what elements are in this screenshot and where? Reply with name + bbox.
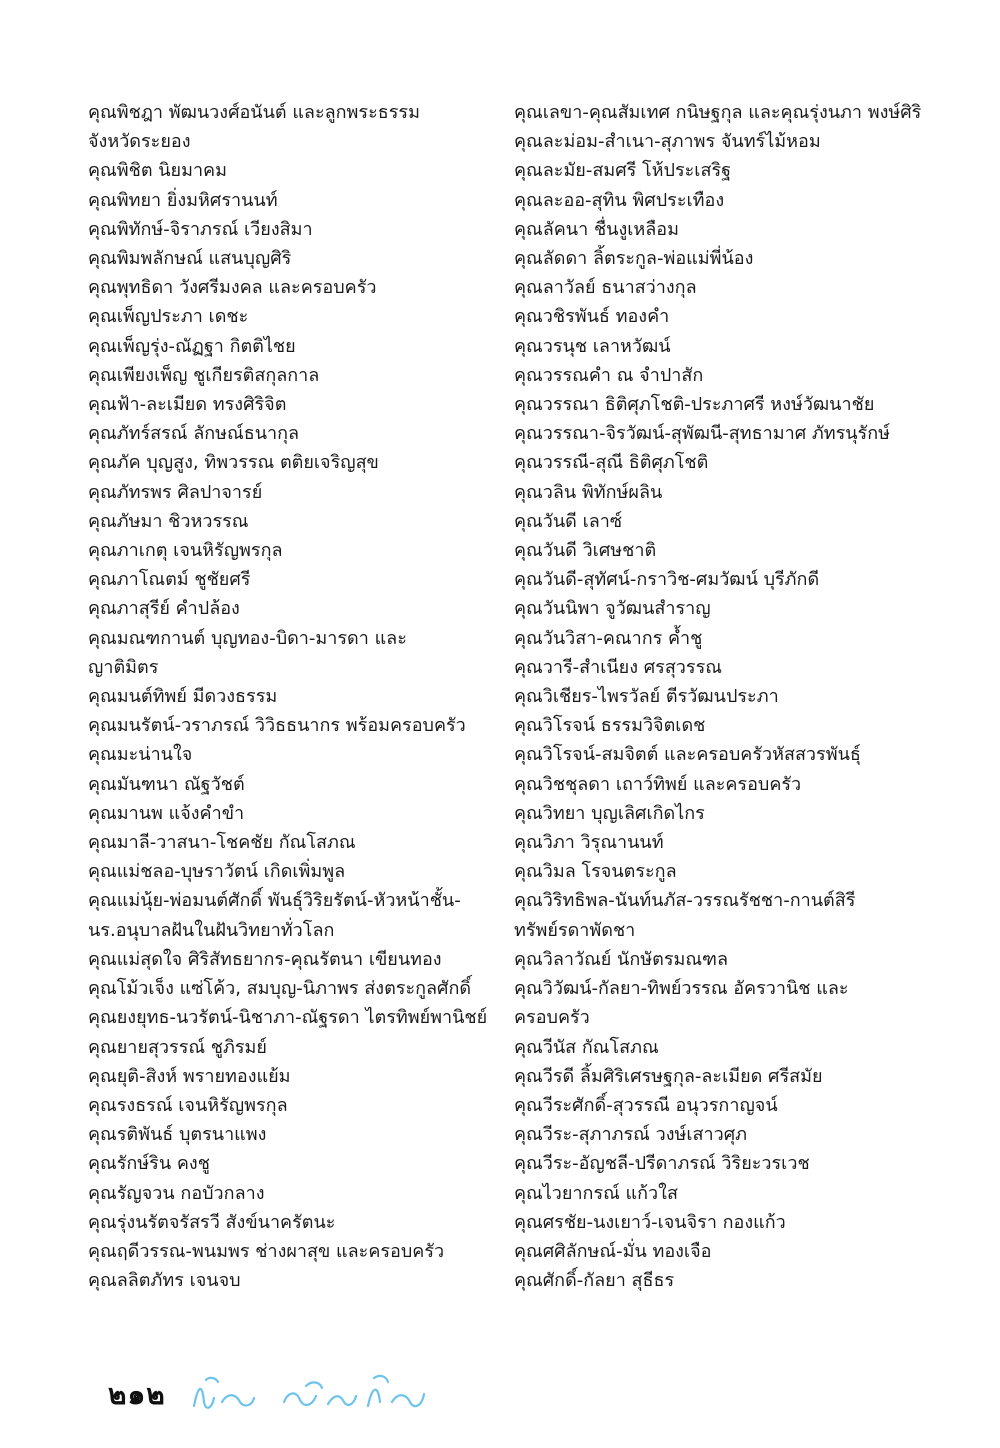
donor-entry: คุณพุทธิดา วังศรีมงคล และครอบครัว — [88, 277, 377, 299]
donor-entry: คุณรัญจวน กอบัวกลาง — [88, 1182, 265, 1204]
donor-entry: คุณลาวัลย์ ธนาสว่างกุล — [514, 277, 697, 299]
donor-entry: คุณวรรณา-จิรวัฒน์-สุพัฒนี-สุทธามาศ ภัทรนุรักษ์ — [514, 423, 890, 445]
donor-entry: คุณวชิรพันธ์ ทองคำ — [514, 306, 670, 328]
donor-entry: คุณวิชชุลดา เถาว์ทิพย์ และครอบครัว — [514, 773, 802, 795]
donor-entry: คุณวิโรจน์-สมจิตต์ และครอบครัวหัสสวรพันธุ์ — [514, 744, 861, 766]
donor-entry: คุณรักษ์ริน คงชู — [88, 1153, 210, 1175]
donor-entry: คุณวีระศักดิ์-สุวรรณี อนุวรกาญจน์ — [514, 1094, 778, 1116]
donor-entry: คุณวันวิสา-คณากร ค้ำชู — [514, 627, 703, 649]
donor-entry: คุณวิภา วิรุณานนท์ — [514, 832, 664, 854]
donor-entry: คุณเลขา-คุณสัมเทศ กนิษฐกุล และคุณรุ่งนภา พงษ์ศิริ — [514, 102, 922, 123]
donor-entry: คุณละออ-สุทิน พิศประเทือง — [514, 189, 725, 211]
donor-entry: ครอบครัว — [514, 1007, 590, 1029]
donor-entry: คุณวีรดี ลิ้มศิริเศรษฐกุล-ละเมียด ศรีสมัย — [514, 1065, 823, 1087]
donor-entry: คุณวีนัส กัณโสภณ — [514, 1036, 659, 1058]
donor-entry: คุณยงยุทธ-นวรัตน์-นิชาภา-ณัฐรดา ไตรทิพย์พานิชย์ — [88, 1007, 488, 1029]
donor-entry: คุณภัค บุญสูง, ทิพวรรณ ตติยเจริญสุข — [88, 452, 379, 474]
donor-entry: คุณวิมล โรจนตระกูล — [514, 861, 677, 883]
donor-entry: คุณแม่ชลอ-บุษราวัตน์ เกิดเพิ่มพูล — [88, 861, 346, 883]
donor-entry: คุณวารี-สำเนียง ศรสุวรรณ — [514, 656, 722, 678]
donor-entry: คุณวิวัฒน์-กัลยา-ทิพย์วรรณ อัครวานิช และ — [514, 978, 849, 1000]
donor-entry: คุณวิริทธิพล-นันท์นภัส-วรรณรัชชา-กานต์สิรี — [514, 890, 856, 912]
donor-entry: คุณวรรณี-สุณี ธิติศุภโชติ — [514, 452, 709, 474]
donor-entry: คุณศรชัย-นงเยาว์-เจนจิรา กองแก้ว — [514, 1211, 786, 1233]
donor-entry: คุณมะน่านใจ — [88, 744, 193, 766]
donor-list-left — [88, 98, 508, 1295]
donor-entry: คุณวรรณา ธิติศุภโชติ-ประภาศรี หงษ์วัฒนาชัย — [514, 394, 875, 416]
donor-entry: คุณวันดี-สุทัศน์-กราวิช-ศมวัฒน์ บุรีภักดี — [514, 569, 820, 591]
donor-entry: คุณวรนุช เลาหวัฒน์ — [514, 335, 671, 357]
donor-entry: คุณวรรณคำ ณ จำปาสัก — [514, 364, 704, 386]
donor-entry: คุณลัดดา ลิ้ตระกูล-พ่อแม่พี่น้อง — [514, 248, 754, 270]
donor-entry: คุณศศิลักษณ์-มั่น ทองเจือ — [514, 1240, 712, 1262]
donor-entry: คุณเพ็ญรุ่ง-ณัฏฐา กิตติไชย — [88, 335, 296, 357]
donor-entry: คุณละม่อม-สำเนา-สุภาพร จันทร์ไม้หอม — [514, 131, 821, 153]
donor-entry: คุณวันดี วิเศษชาติ — [514, 540, 657, 562]
donor-entry: คุณยุติ-สิงห์ พรายทองแย้ม — [88, 1065, 291, 1087]
donor-entry: คุณพิทักษ์-จิราภรณ์ เวียงสิมา — [88, 218, 313, 240]
donor-entry: คุณมนรัตน์-วราภรณ์ วิวิธธนากร พร้อมครอบครัว — [88, 715, 466, 737]
donor-entry: คุณพิชิต นิยมาคม — [88, 160, 227, 182]
donor-entry: คุณวิทยา บุญเลิศเกิดไกร — [514, 802, 705, 824]
page-number: ๒๑๒ — [108, 1378, 166, 1411]
donor-entry: คุณวิเชียร-ไพรวัลย์ ตีรวัฒนประภา — [514, 686, 779, 708]
book-title-logo — [188, 1372, 428, 1418]
donor-entry: คุณวลิน พิทักษ์ผลิน — [514, 481, 663, 503]
donor-list-right — [514, 98, 984, 1295]
donor-entry: คุณมานพ แจ้งคำขำ — [88, 802, 245, 824]
donor-entry: คุณเพ็ญประภา เดชะ — [88, 306, 249, 328]
donor-entry: คุณภาสุรีย์ คำปล้อง — [88, 598, 240, 620]
donor-entry: คุณวีระ-อัญชลี-ปรีดาภรณ์ วิริยะวรเวช — [514, 1153, 810, 1175]
donor-entry: คุณศักดิ์-กัลยา สุธีธร — [514, 1270, 675, 1292]
donor-entry: คุณวันดี เลาซ์ — [514, 510, 623, 532]
donor-entry: ญาติมิตร — [88, 656, 159, 678]
donor-entry: คุณมนต์ทิพย์ มีดวงธรรม — [88, 686, 278, 708]
donor-entry: คุณพิมพลักษณ์ แสนบุญศิริ — [88, 248, 292, 270]
donor-entry: คุณมันฑนา ณัฐวัชต์ — [88, 773, 245, 795]
donor-entry: คุณลลิตภัทร เจนจบ — [88, 1270, 241, 1292]
donor-entry: คุณพิทยา ยิ่งมหิศรานนท์ — [88, 189, 278, 211]
donor-entry: คุณภัทรพร ศิลปาจารย์ — [88, 481, 263, 503]
donor-entry: คุณโม้วเจ็ง แซ่โค้ว, สมบุญ-นิภาพร ส่งตระกูลศักดิ์ — [88, 978, 472, 1000]
donor-entry: คุณแม่นุ้ย-พ่อมนต์ศักดิ์ พันธุ์วิริยรัตน์-หัวหน้าชั้น- — [88, 890, 461, 912]
donor-entry: คุณภาโณตม์ ชูชัยศรี — [88, 569, 251, 591]
donor-entry: คุณภัษมา ชิวหวรรณ — [88, 510, 249, 532]
donor-entry: คุณฤดีวรรณ-พนมพร ช่างผาสุข และครอบครัว — [88, 1240, 445, 1262]
donor-entry: คุณละมัย-สมศรี โห้ประเสริฐ — [514, 160, 732, 182]
donor-entry: นร.อนุบาลฝันในฝันวิทยาทั่วโลก — [88, 919, 335, 941]
donor-entry: คุณไวยากรณ์ แก้วใส — [514, 1182, 678, 1204]
donor-entry: คุณแม่สุดใจ ศิริสัทธยากร-คุณรัตนา เขียนทอง — [88, 948, 442, 970]
donor-entry: คุณรติพันธ์ บุตรนาแพง — [88, 1124, 267, 1146]
donor-entry: คุณเพียงเพ็ญ ชูเกียรติสกุลกาล — [88, 364, 320, 386]
donor-entry: คุณภัทร์สรณ์ ลักษณ์ธนากุล — [88, 423, 300, 445]
donor-entry: คุณพิชฎา พัฒนวงศ์อนันต์ และลูกพระธรรม — [88, 102, 420, 123]
donor-entry: คุณยายสุวรรณ์ ชูภิรมย์ — [88, 1036, 267, 1058]
donor-entry: คุณวิลาวัณย์ นักษัตรมณฑล — [514, 948, 729, 970]
donor-entry: คุณภาเกตุ เจนหิรัญพรกุล — [88, 540, 283, 562]
donor-entry: คุณมาลี-วาสนา-โชคชัย กัณโสภณ — [88, 832, 356, 854]
handwritten-logo-icon — [188, 1372, 428, 1418]
donor-entry: ทรัพย์รดาพัดชา — [514, 919, 636, 941]
donor-entry: คุณฟ้า-ละเมียด ทรงศิริจิต — [88, 394, 287, 416]
donor-entry: จังหวัดระยอง — [88, 131, 191, 153]
donor-entry: คุณรุ่งนรัตจรัสรวี สังข์นาครัตนะ — [88, 1211, 336, 1233]
page-footer — [108, 1370, 428, 1420]
donor-entry: คุณรงธรณ์ เจนหิรัญพรกุล — [88, 1094, 288, 1116]
donor-entry: คุณวันนิพา จูวัฒนสำราญ — [514, 598, 711, 620]
donor-entry: คุณมณฑกานต์ บุญทอง-บิดา-มารดา และ — [88, 627, 407, 649]
donor-entry: คุณวีระ-สุภาภรณ์ วงษ์เสาวศุภ — [514, 1124, 747, 1146]
donor-entry: คุณลัคนา ชื่นงูเหลือม — [514, 218, 679, 240]
donor-entry: คุณวิโรจน์ ธรรมวิจิตเดช — [514, 715, 706, 737]
